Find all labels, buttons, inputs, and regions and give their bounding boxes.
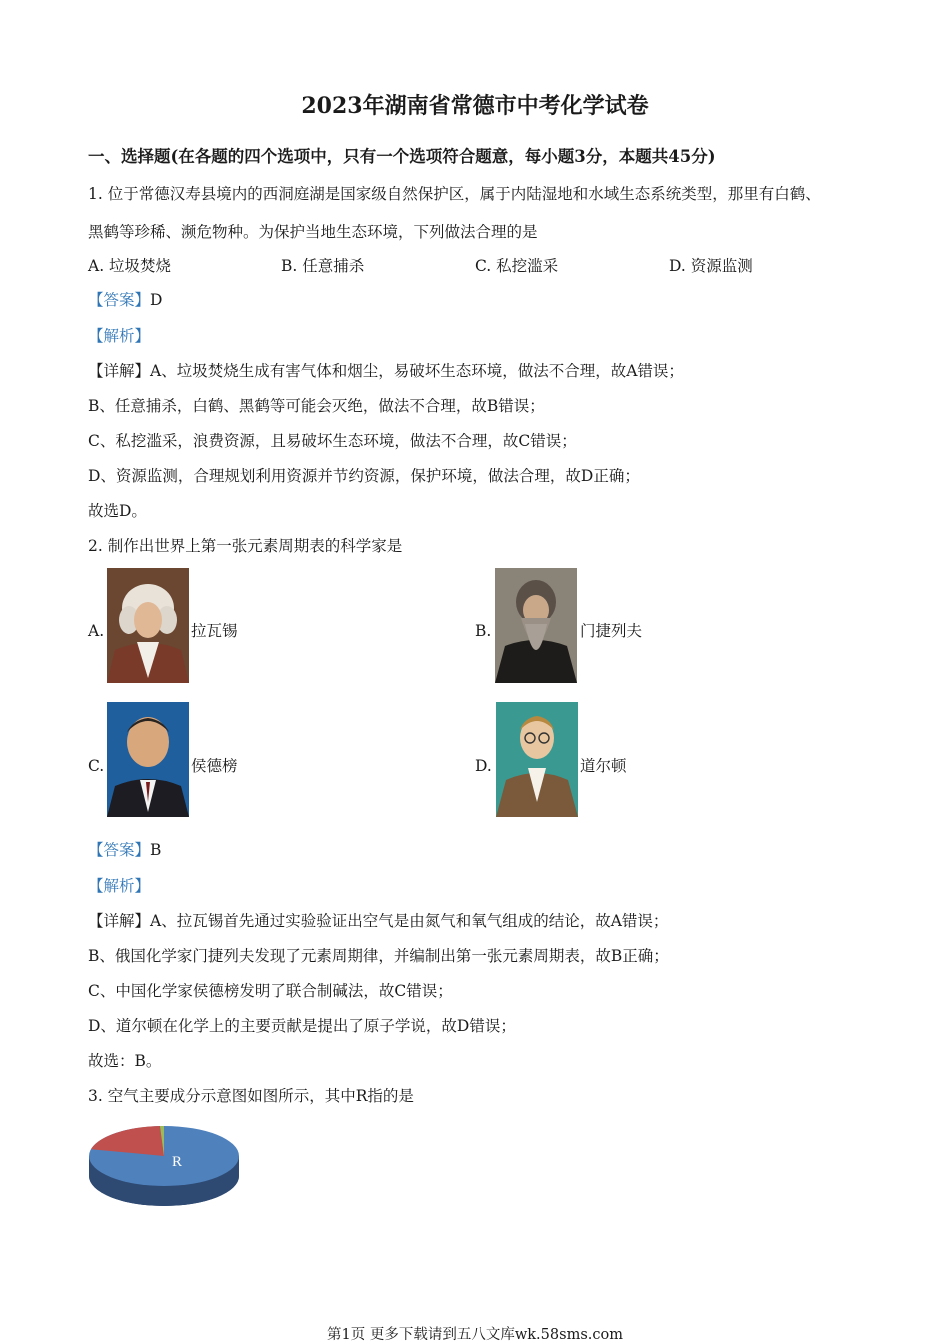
q2-option-a-name: 拉瓦锡	[191, 622, 238, 640]
q2-option-d-letter: D.	[475, 757, 492, 775]
detail-text: A、垃圾焚烧生成有害气体和烟尘，易破坏生态环境，做法不合理，故A错误；	[150, 362, 684, 380]
q2-detail-line: B、俄国化学家门捷列夫发现了元素周期律，并编制出第一张元素周期表，故B正确；	[88, 947, 669, 965]
pie-label-r: R	[172, 1154, 183, 1170]
answer-value: D	[150, 291, 163, 309]
q1-conclusion: 故选D。	[88, 502, 147, 520]
answer-value: B	[150, 841, 162, 859]
q1-option-b: B. 任意捕杀	[281, 257, 365, 275]
q1-analysis-label: 【解析】	[88, 327, 151, 345]
q1-option-c: C. 私挖滥采	[475, 257, 559, 275]
q1-option-d: D. 资源监测	[669, 257, 753, 275]
answer-label: 【答案】	[88, 291, 151, 309]
page-footer: 第1页 更多下载请到五八文库wk.58sms.com	[327, 1327, 623, 1343]
portrait-hou-debang-image	[107, 702, 189, 817]
q2-stem: 2. 制作出世界上第一张元素周期表的科学家是	[88, 537, 403, 555]
q2-detail-line: C、中国化学家侯德榜发明了联合制碱法，故C错误；	[88, 982, 453, 1000]
detail-label: 【详解】	[88, 912, 151, 930]
q1-option-a: A. 垃圾焚烧	[88, 257, 172, 275]
portrait-mendeleev-image	[495, 568, 577, 683]
q3-stem: 3. 空气主要成分示意图如图所示，其中R指的是	[88, 1087, 414, 1105]
portrait-dalton-image	[496, 702, 578, 817]
q1-answer	[88, 290, 162, 310]
section-heading: 一、选择题(在各题的四个选项中，只有一个选项符合题意，每小题3分，本题共45分)	[88, 147, 716, 166]
q2-answer	[88, 840, 161, 860]
q1-detail-line: D、资源监测，合理规划利用资源并节约资源，保护环境，做法合理，故D正确；	[88, 467, 640, 485]
q1-detail-line: B、任意捕杀，白鹤、黑鹤等可能会灭绝，做法不合理，故B错误；	[88, 397, 545, 415]
q2-detail-line	[88, 911, 668, 931]
q2-conclusion: 故选：B。	[88, 1052, 162, 1070]
q1-stem-line2: 黑鹤等珍稀、濒危物种。为保护当地生态环境，下列做法合理的是	[88, 223, 538, 241]
q2-option-c-letter: C.	[88, 757, 105, 775]
q2-analysis-label: 【解析】	[88, 877, 151, 895]
q2-detail-line: D、道尔顿在化学上的主要贡献是提出了原子学说，故D错误；	[88, 1017, 516, 1035]
q2-option-a-letter: A.	[88, 622, 105, 640]
portrait-lavoisier-image	[107, 568, 189, 683]
q1-detail-line: C、私挖滥采，浪费资源，且易破坏生态环境，做法不合理，故C错误；	[88, 432, 577, 450]
air-composition-pie-chart	[86, 1114, 242, 1210]
detail-label: 【详解】	[88, 362, 151, 380]
q2-option-c-name: 侯德榜	[191, 757, 238, 775]
q1-detail-line	[88, 361, 684, 381]
q1-stem-line1: 1. 位于常德汉寿县境内的西洞庭湖是国家级自然保护区，属于内陆湿地和水域生态系统类型，那里有白鹤、	[88, 185, 821, 203]
answer-label: 【答案】	[88, 841, 151, 859]
q2-option-d-name: 道尔顿	[580, 757, 627, 775]
document-title: 2023年湖南省常德市中考化学试卷	[301, 93, 649, 119]
detail-text: A、拉瓦锡首先通过实验验证出空气是由氮气和氧气组成的结论，故A错误；	[150, 912, 669, 930]
q2-option-b-name: 门捷列夫	[580, 622, 643, 640]
q2-option-b-letter: B.	[475, 622, 492, 640]
